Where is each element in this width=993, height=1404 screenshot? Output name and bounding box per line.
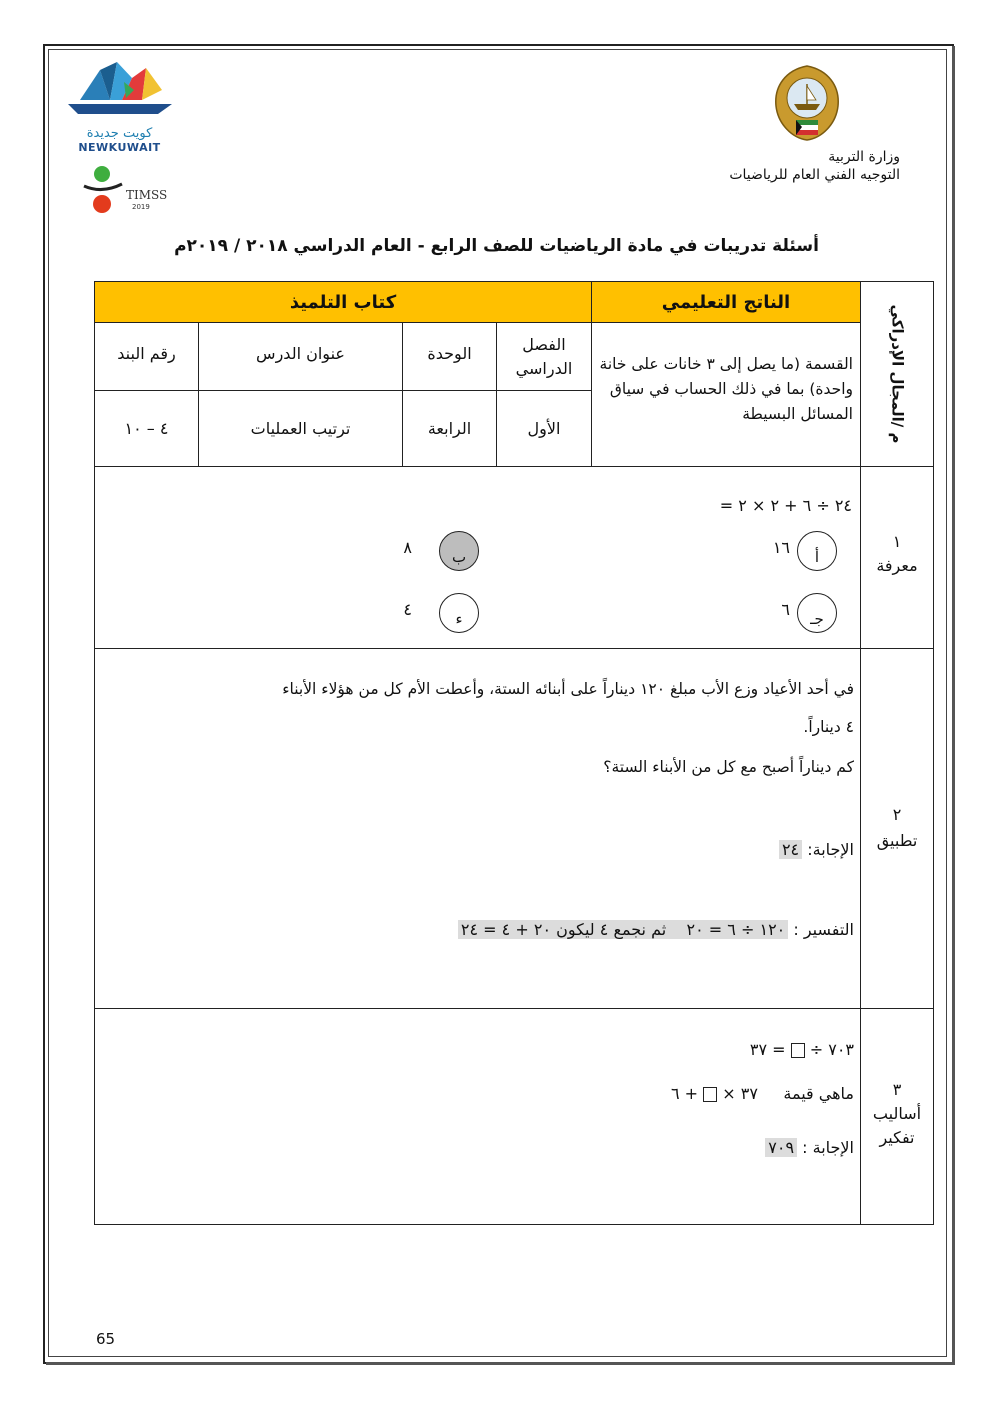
timss-figure-icon	[80, 158, 130, 218]
q2-number: ٢	[892, 805, 902, 824]
q3-answer-value: ٧٠٩	[765, 1138, 797, 1157]
unit-header: الوحدة	[427, 343, 472, 363]
q1-option-c-letter: جـ	[810, 610, 824, 628]
q3-blank-box	[791, 1043, 805, 1058]
q2-explain-value: ١٢٠ ÷ ٦ = ٢٠ ثم نجمع ٤ ليكون ٢٠ + ٤ = ٢٤	[458, 920, 788, 939]
q1-option-a-value: ١٦	[772, 538, 790, 557]
item-header: رقم البند	[117, 343, 176, 363]
new-kuwait-english-text: NEWKUWAIT	[78, 141, 161, 154]
semester-header: الفصل الدراسي	[515, 334, 573, 378]
q2-explain-line	[300, 920, 854, 939]
q1-option-b[interactable]	[439, 531, 479, 571]
q2-domain-cell	[861, 802, 933, 854]
lesson-header: عنوان الدرس	[256, 343, 345, 363]
unit-value: الرابعة	[427, 419, 472, 438]
new-kuwait-logo	[62, 60, 177, 154]
q3-ask-label: ماهي قيمة	[783, 1084, 854, 1103]
page-title: أسئلة تدريبات في مادة الرياضيات للصف الرابع - العام الدراسي ٢٠١٨ / ٢٠١٩م	[174, 236, 819, 256]
q1-option-b-value: ٨	[403, 538, 412, 557]
q3-ask-line	[560, 1084, 854, 1103]
book-header: كتاب التلميذ	[289, 291, 397, 313]
q1-option-b-letter: ب	[451, 548, 467, 566]
q2-explain-label: التفسير :	[793, 920, 854, 939]
domain-header-cell	[861, 282, 933, 466]
q3-ask-box	[703, 1087, 717, 1102]
q3-answer-label: الإجابة :	[802, 1138, 854, 1157]
q3-domain-line1: أساليب	[872, 1104, 922, 1123]
q3-eq-right: = ٣٧	[749, 1040, 786, 1059]
ministry-name: وزارة التربية	[828, 149, 900, 165]
q1-number: ١	[892, 532, 902, 551]
q3-domain-cell	[861, 1078, 933, 1150]
q3-domain-line2: تفكير	[879, 1128, 915, 1147]
q3-equation	[600, 1040, 854, 1059]
page-border-shadow	[46, 1362, 955, 1365]
row-divider-q2	[95, 648, 933, 649]
new-kuwait-sail-icon	[62, 60, 177, 120]
q1-option-c[interactable]	[797, 593, 837, 633]
lesson-value: ترتيب العمليات	[250, 419, 351, 438]
item-value: ٤ – ١٠	[124, 419, 169, 438]
q1-option-c-value: ٦	[781, 600, 790, 619]
outcome-header: الناتج التعليمي	[661, 291, 791, 313]
q1-domain-cell	[861, 530, 933, 578]
q1-option-d[interactable]	[439, 593, 479, 633]
q1-domain: معرفة	[876, 556, 918, 575]
q2-question: كم ديناراً أصبح مع كل من الأبناء الستة؟	[603, 758, 854, 776]
q1-option-d-letter: ء	[455, 610, 463, 628]
timss-logo	[80, 158, 180, 220]
q3-eq-left: ٧٠٣ ÷	[809, 1040, 854, 1059]
q1-option-a-letter: أ	[814, 548, 820, 566]
timss-year: 2019	[132, 203, 150, 211]
kuwait-emblem	[768, 60, 846, 144]
page-number: 65	[96, 1330, 116, 1348]
semester-value: الأول	[527, 419, 561, 438]
domain-header: م /المجال الإدراكي	[888, 304, 907, 444]
q2-line2: ٤ ديناراً.	[803, 718, 854, 736]
timss-text: TIMSS	[126, 188, 168, 202]
q2-answer-value: ٢٤	[779, 840, 802, 859]
q3-ask-left: ٣٧ ×	[722, 1084, 758, 1103]
new-kuwait-arabic-text: كويت جديدة	[86, 126, 153, 141]
q3-answer-line	[600, 1138, 854, 1157]
q1-expression: ٢٤ ÷ ٦ + ٢ × ٢ =	[719, 496, 852, 515]
q3-number: ٣	[892, 1080, 902, 1099]
q2-line1: في أحد الأعياد وزع الأب مبلغ ١٢٠ ديناراً على أبنائه الستة، وأعطت الأم كل من هؤلاء الأبناء	[282, 680, 854, 698]
q3-ask-right: + ٦	[670, 1084, 699, 1103]
department-name: التوجيه الفني العام للرياضيات	[729, 167, 900, 183]
q2-answer-label: الإجابة:	[807, 840, 854, 859]
q2-domain: تطبيق	[876, 831, 918, 850]
outcome-text: القسمة (ما يصل إلى ٣ خانات على خانة واحدة) بما في ذلك الحساب في سياق المسائل البسيطة	[599, 355, 853, 423]
row-divider-q1	[95, 466, 933, 467]
header-text	[729, 148, 900, 184]
q1-option-d-value: ٤	[403, 600, 412, 619]
row-divider-q3	[95, 1008, 933, 1009]
q2-answer-line	[600, 840, 854, 859]
col-divider-outcome	[591, 282, 592, 466]
kuwait-emblem-icon	[768, 60, 846, 144]
q1-option-a[interactable]	[797, 531, 837, 571]
